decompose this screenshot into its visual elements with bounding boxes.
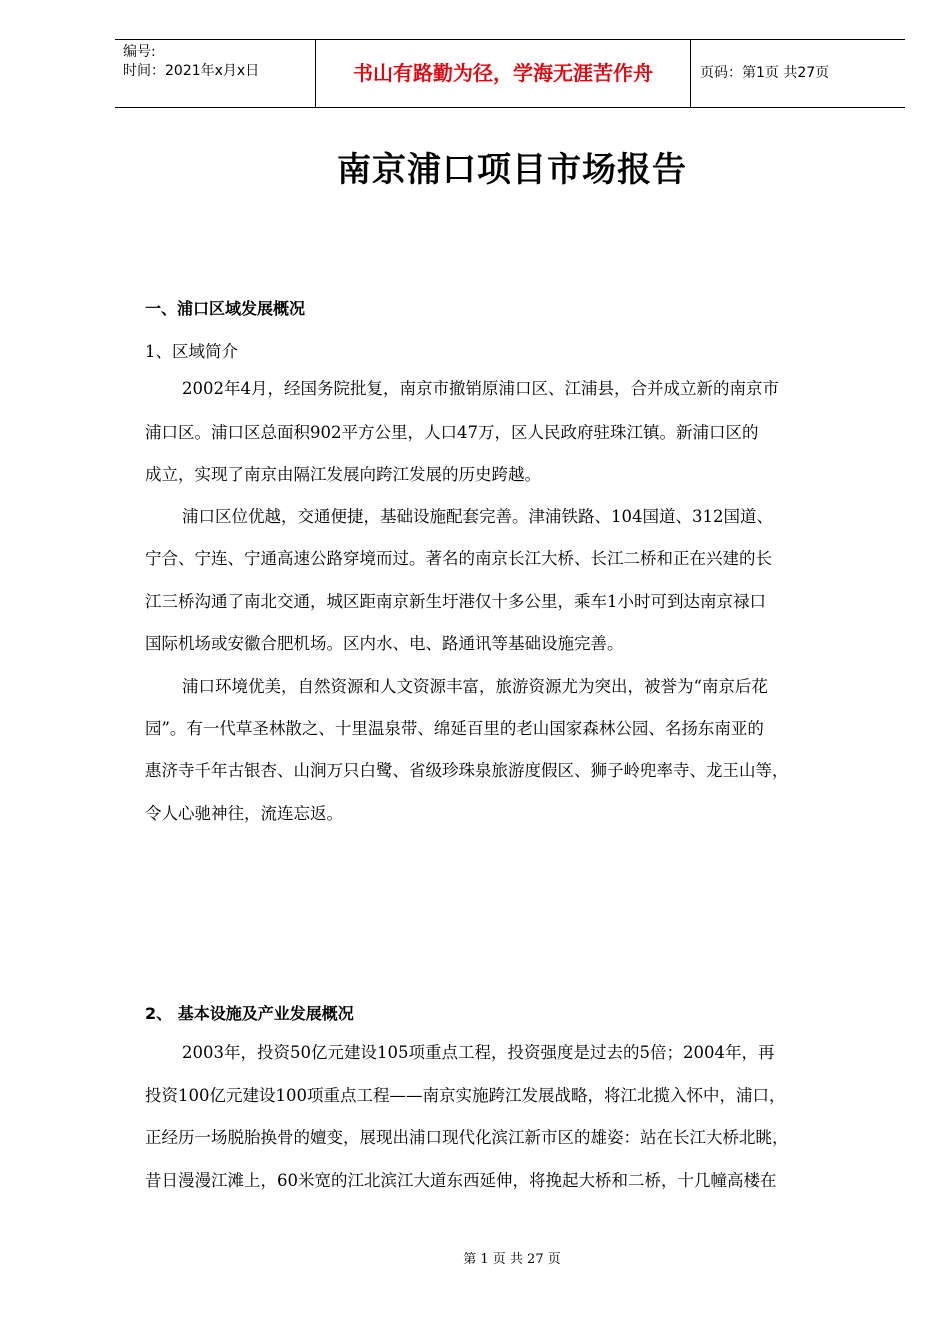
time-label: 时间：2021年x月x日: [123, 63, 260, 79]
subsection-heading: 1、区域简介: [145, 342, 238, 361]
header-meta: [123, 43, 313, 81]
page-header: [115, 39, 905, 108]
paragraph-line: 成立，实现了南京由隔江发展向跨江发展的历史跨越。: [145, 465, 541, 484]
paragraph-line: 正经历一场脱胎换骨的嬗变，展现出浦口现代化滨江新市区的雄姿：站在长江大桥北眺，: [145, 1128, 789, 1147]
paragraph-line: 令人心驰神往，流连忘返。: [145, 804, 343, 823]
header-divider: [690, 40, 691, 107]
paragraph-line: 浦口区。浦口区总面积902平方公里，人口47万，区人民政府驻珠江镇。新浦口区的: [145, 423, 759, 442]
paragraph-line: 2002年4月，经国务院批复，南京市撤销原浦口区、江浦县，合并成立新的南京市: [182, 379, 779, 398]
paragraph-line: 江三桥沟通了南北交通，城区距南京新生圩港仅十多公里，乘车1小时可到达南京禄口: [145, 592, 766, 611]
section-heading: 2、 基本设施及产业发展概况: [145, 1004, 354, 1023]
paragraph-line: 宁合、宁连、宁通高速公路穿境而过。著名的南京长江大桥、长江二桥和正在兴建的长: [145, 549, 772, 568]
paragraph-line: 浦口区位优越，交通便捷，基础设施配套完善。津浦铁路、104国道、312国道、: [182, 507, 773, 526]
paragraph-line: 投资100亿元建设100项重点工程——南京实施跨江发展战略，将江北揽入怀中，浦口，: [145, 1086, 786, 1105]
serial-label: 编号:: [123, 44, 156, 60]
paragraph-line: 园”。有一代草圣林散之、十里温泉带、绵延百里的老山国家森林公园、名扬东南亚的: [145, 719, 764, 738]
paragraph-line: 浦口环境优美，自然资源和人文资源丰富，旅游资源尤为突出，被誉为“南京后花: [182, 677, 768, 696]
section-heading: 一、浦口区域发展概况: [145, 299, 306, 318]
document-title: 南京浦口项目市场报告: [337, 150, 687, 190]
paragraph-line: 惠济寺千年古银杏、山涧万只白鹭、省级珍珠泉旅游度假区、狮子岭兜率寺、龙王山等，: [145, 761, 789, 780]
paragraph-line: 2003年，投资50亿元建设105项重点工程，投资强度是过去的5倍；2004年，再: [182, 1043, 775, 1062]
page-footer: 第 1 页 共 27 页: [463, 1252, 561, 1267]
header-page-info: 页码：第1页 共27页: [700, 65, 830, 81]
paragraph-line: 国际机场或安徽合肥机场。区内水、电、路通讯等基础设施完善。: [145, 634, 624, 653]
paragraph-line: 昔日漫漫江滩上，60米宽的江北滨江大道东西延伸，将挽起大桥和二桥，十几幢高楼在: [145, 1171, 777, 1190]
header-motto: 书山有路勤为径，学海无涯苦作舟: [353, 61, 653, 85]
